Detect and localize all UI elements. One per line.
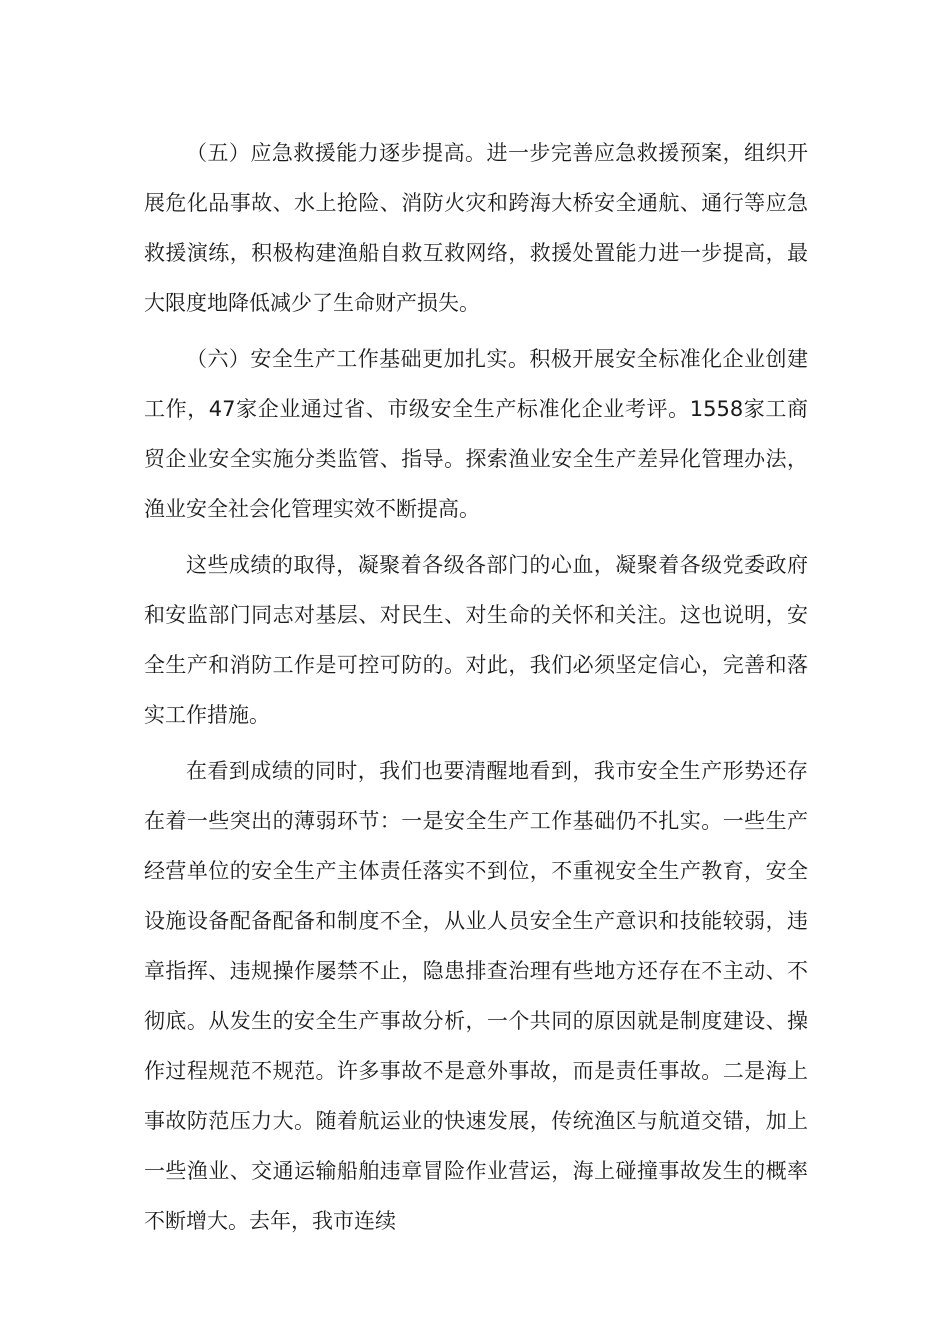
paragraph-safety-foundation: （六）安全生产工作基础更加扎实。积极开展安全标准化企业创建工作，47家企业通过省、市级安全生产标准化企业考评。1558家工商贸企业安全实施分类监管、指导。探索渔业安全生产差异化管理办法，渔业安全社会化管理实效不断提高。 [144,347,808,521]
paragraph-emergency-rescue: （五）应急救援能力逐步提高。进一步完善应急救援预案，组织开展危化品事故、水上抢险、消防火灾和跨海大桥安全通航、通行等应急救援演练，积极构建渔船自救互救网络，救援处置能力进一步提高，最大限度地降低减少了生命财产损失。 [144,141,808,315]
document-body [144,128,808,1252]
paragraph-achievements: 这些成绩的取得，凝聚着各级各部门的心血，凝聚着各级党委政府和安监部门同志对基层、对民生、对生命的关怀和关注。这也说明，安全生产和消防工作是可控可防的。对此，我们必须坚定信心，完善和落实工作措施。 [144,553,808,727]
paragraph-weak-links: 在看到成绩的同时，我们也要清醒地看到，我市安全生产形势还存在着一些突出的薄弱环节：一是安全生产工作基础仍不扎实。一些生产经营单位的安全生产主体责任落实不到位，不重视安全生产教育，安全设施设备配备配备和制度不全，从业人员安全生产意识和技能较弱，违章指挥、违规操作屡禁不止，隐患排查治理有些地方还存在不主动、不彻底。从发生的安全生产事故分析，一个共同的原因就是制度建设、操作过程规范不规范。许多事故不是意外事故，而是责任事故。二是海上事故防范压力大。随着航运业的快速发展，传统渔区与航道交错，加上一些渔业、交通运输船舶违章冒险作业营运，海上碰撞事故发生的概率不断增大。去年，我市连续 [144,759,808,1233]
